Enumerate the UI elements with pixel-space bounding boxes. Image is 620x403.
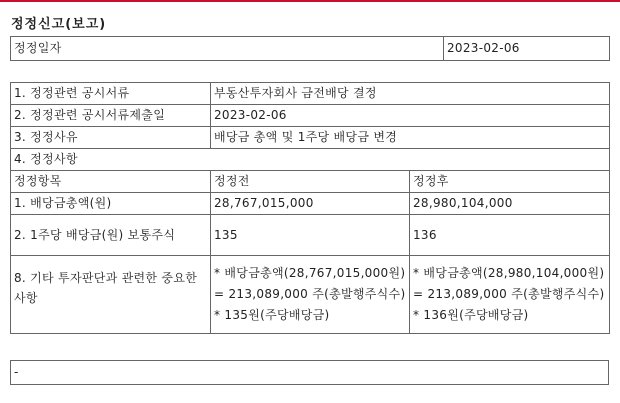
row-after: * 배당금총액(28,980,104,000원) = 213,089,000 주(총발행주식수) * 136원(주당배당금)	[410, 256, 610, 334]
note-text: -	[11, 361, 609, 385]
row-item: 1. 배당금총액(원)	[11, 193, 211, 215]
top-accent-line	[0, 0, 620, 2]
date-label: 정정일자	[11, 37, 444, 61]
reason-label: 3. 정정사유	[11, 127, 211, 149]
items-row	[11, 149, 610, 171]
doc-row	[11, 83, 610, 105]
note-row	[11, 361, 609, 385]
row-before: * 배당금총액(28,767,015,000원) = 213,089,000 주(총발행주식수) * 135원(주당배당금)	[211, 256, 410, 334]
date-row	[11, 37, 610, 61]
reason-row	[11, 127, 610, 149]
row-before: 28,767,015,000	[211, 193, 410, 215]
date-value: 2023-02-06	[444, 37, 610, 61]
table-row	[11, 193, 610, 215]
correction-details-table	[10, 82, 610, 334]
row-after: 136	[410, 215, 610, 256]
table-row	[11, 256, 610, 334]
items-label: 4. 정정사항	[11, 149, 610, 171]
table-row	[11, 215, 610, 256]
page-title: 정정신고(보고)	[11, 17, 107, 32]
submit-value: 2023-02-06	[211, 105, 610, 127]
row-after: 28,980,104,000	[410, 193, 610, 215]
note-table	[10, 360, 609, 385]
submit-row	[11, 105, 610, 127]
row-item: 8. 기타 투자판단과 관련한 중요한 사항	[11, 256, 211, 334]
row-item: 2. 1주당 배당금(원) 보통주식	[11, 215, 211, 256]
row-before: 135	[211, 215, 410, 256]
header-row	[11, 171, 610, 193]
reason-value: 배당금 총액 및 1주당 배당금 변경	[211, 127, 610, 149]
correction-date-table	[10, 36, 610, 61]
doc-value: 부동산투자회사 금전배당 결정	[211, 83, 610, 105]
submit-label: 2. 정정관련 공시서류제출일	[11, 105, 211, 127]
header-after: 정정후	[410, 171, 610, 193]
header-item: 정정항목	[11, 171, 211, 193]
doc-label: 1. 정정관련 공시서류	[11, 83, 211, 105]
header-before: 정정전	[211, 171, 410, 193]
